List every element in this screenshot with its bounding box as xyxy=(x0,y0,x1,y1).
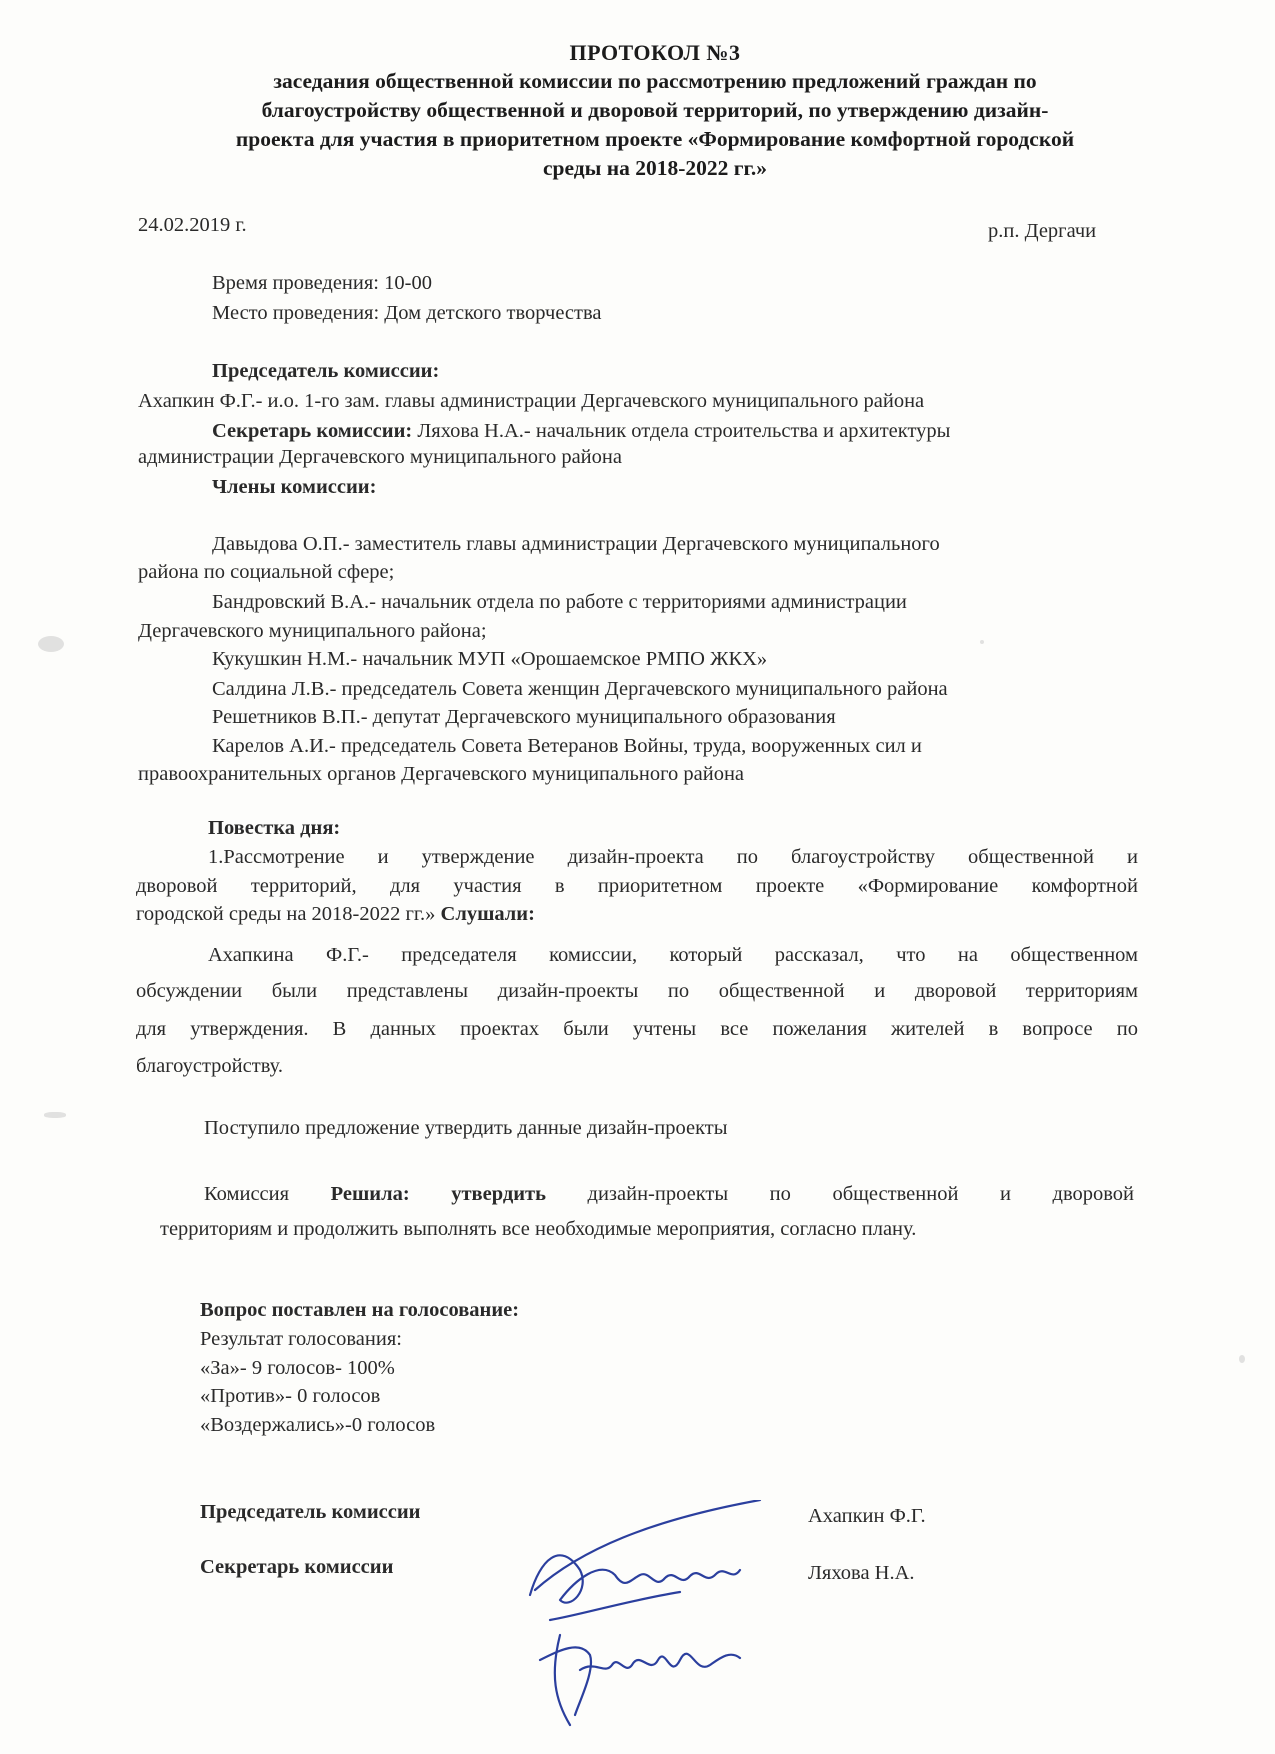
speech-line: благоустройству. xyxy=(136,1055,284,1077)
chair-sign-label: Председатель комиссии xyxy=(200,1501,421,1523)
signature-drawing xyxy=(520,1500,780,1730)
agenda-item-text: городской среды на 2018-2022 гг.» xyxy=(136,903,436,925)
decision-prefix: Комиссия xyxy=(204,1183,331,1205)
secretary-label: Секретарь комиссии: xyxy=(212,420,413,442)
member-line: Карелов А.И.- председатель Совета Ветеранов Войны, труда, вооруженных сил и xyxy=(212,735,922,757)
vote-against: «Против»- 0 голосов xyxy=(200,1385,381,1407)
decision-bold: Решила: утвердить xyxy=(330,1183,546,1205)
subtitle-line: благоустройству общественной и дворовой территорий, по утверждению дизайн- xyxy=(261,98,1049,122)
speech-line: обсуждении были представлены дизайн-проекты по общественной и дворовой территориям xyxy=(136,980,1138,1002)
chair-sign-name: Ахапкин Ф.Г. xyxy=(808,1505,926,1527)
agenda-item-line xyxy=(136,903,535,926)
agenda-item-line: 1.Рассмотрение и утверждение дизайн-проекта по благоустройству общественной и xyxy=(208,846,1138,868)
member-line: района по социальной сфере; xyxy=(138,561,395,583)
voting-label: Вопрос поставлен на голосование: xyxy=(200,1299,520,1321)
speech-line: для утверждения. В данных проектах были учтены все пожелания жителей в вопросе по xyxy=(136,1018,1138,1040)
scan-blemish xyxy=(980,640,984,644)
member-line: Давыдова О.П.- заместитель главы администрации Дергачевского муниципального xyxy=(212,533,940,555)
chair-label: Председатель комиссии: xyxy=(212,360,440,382)
member-line: правоохранительных органов Дергачевского муниципального района xyxy=(138,763,745,785)
subtitle-line: среды на 2018-2022 гг.» xyxy=(542,156,768,180)
subtitle-line: проекта для участия в приоритетном проекте «Формирование комфортной городской xyxy=(235,127,1075,151)
chair-text: Ахапкин Ф.Г.- и.о. 1-го зам. главы администрации Дергачевского муниципального района xyxy=(138,390,925,412)
member-line: Решетников В.П.- депутат Дергачевского муниципального образования xyxy=(212,706,836,728)
member-line: Кукушкин Н.М.- начальник МУП «Орошаемское РМПО ЖКХ» xyxy=(212,648,768,670)
member-line: Бандровский В.А.- начальник отдела по работе с территориями администрации xyxy=(212,591,907,613)
chair-signature xyxy=(530,1555,740,1602)
vote-for: «За»- 9 голосов- 100% xyxy=(200,1357,395,1379)
meeting-venue: Место проведения: Дом детского творчества xyxy=(212,302,602,324)
vote-abstain: «Воздержались»-0 голосов xyxy=(200,1414,436,1436)
scan-blemish xyxy=(1239,1355,1245,1363)
scan-blemish xyxy=(44,1112,66,1118)
decision-line-2: территориям и продолжить выполнять все необходимые мероприятия, согласно плану. xyxy=(160,1218,917,1240)
secretary-signature xyxy=(540,1647,740,1715)
scan-blemish xyxy=(38,636,64,652)
member-line: Дергачевского муниципального района; xyxy=(138,620,487,642)
proposal-text: Поступило предложение утвердить данные дизайн-проекты xyxy=(204,1117,728,1139)
agenda-item-line: дворовой территорий, для участия в приоритетном проекте «Формирование комфортной xyxy=(136,875,1138,897)
subtitle-line: заседания общественной комиссии по рассмотрению предложений граждан по xyxy=(273,69,1037,93)
document-place: р.п. Дергачи xyxy=(988,220,1097,242)
document-header xyxy=(160,38,1150,183)
secretary-sign-name: Ляхова Н.А. xyxy=(808,1562,915,1584)
secretary-text: Ляхова Н.А.- начальник отдела строительства и архитектуры xyxy=(412,420,951,442)
speech-line: Ахапкина Ф.Г.- председателя комиссии, который рассказал, что на общественном xyxy=(208,944,1138,966)
heard-label: Слушали: xyxy=(435,903,535,925)
member-line: Салдина Л.В.- председатель Совета женщин Дергачевского муниципального района xyxy=(212,678,948,700)
document-title: ПРОТОКОЛ №3 xyxy=(569,40,741,65)
document-date: 24.02.2019 г. xyxy=(138,214,247,236)
secretary-sign-label: Секретарь комиссии xyxy=(200,1556,394,1578)
meeting-time: Время проведения: 10-00 xyxy=(212,272,432,294)
secretary-line xyxy=(212,420,950,443)
agenda-label: Повестка дня: xyxy=(208,817,341,839)
voting-result-label: Результат голосования: xyxy=(200,1328,402,1350)
decision-line xyxy=(204,1183,1134,1206)
decision-rest: дизайн-проекты по общественной и дворовой xyxy=(545,1183,1134,1205)
secretary-text-2: администрации Дергачевского муниципального района xyxy=(138,446,622,468)
members-label: Члены комиссии: xyxy=(212,476,377,498)
